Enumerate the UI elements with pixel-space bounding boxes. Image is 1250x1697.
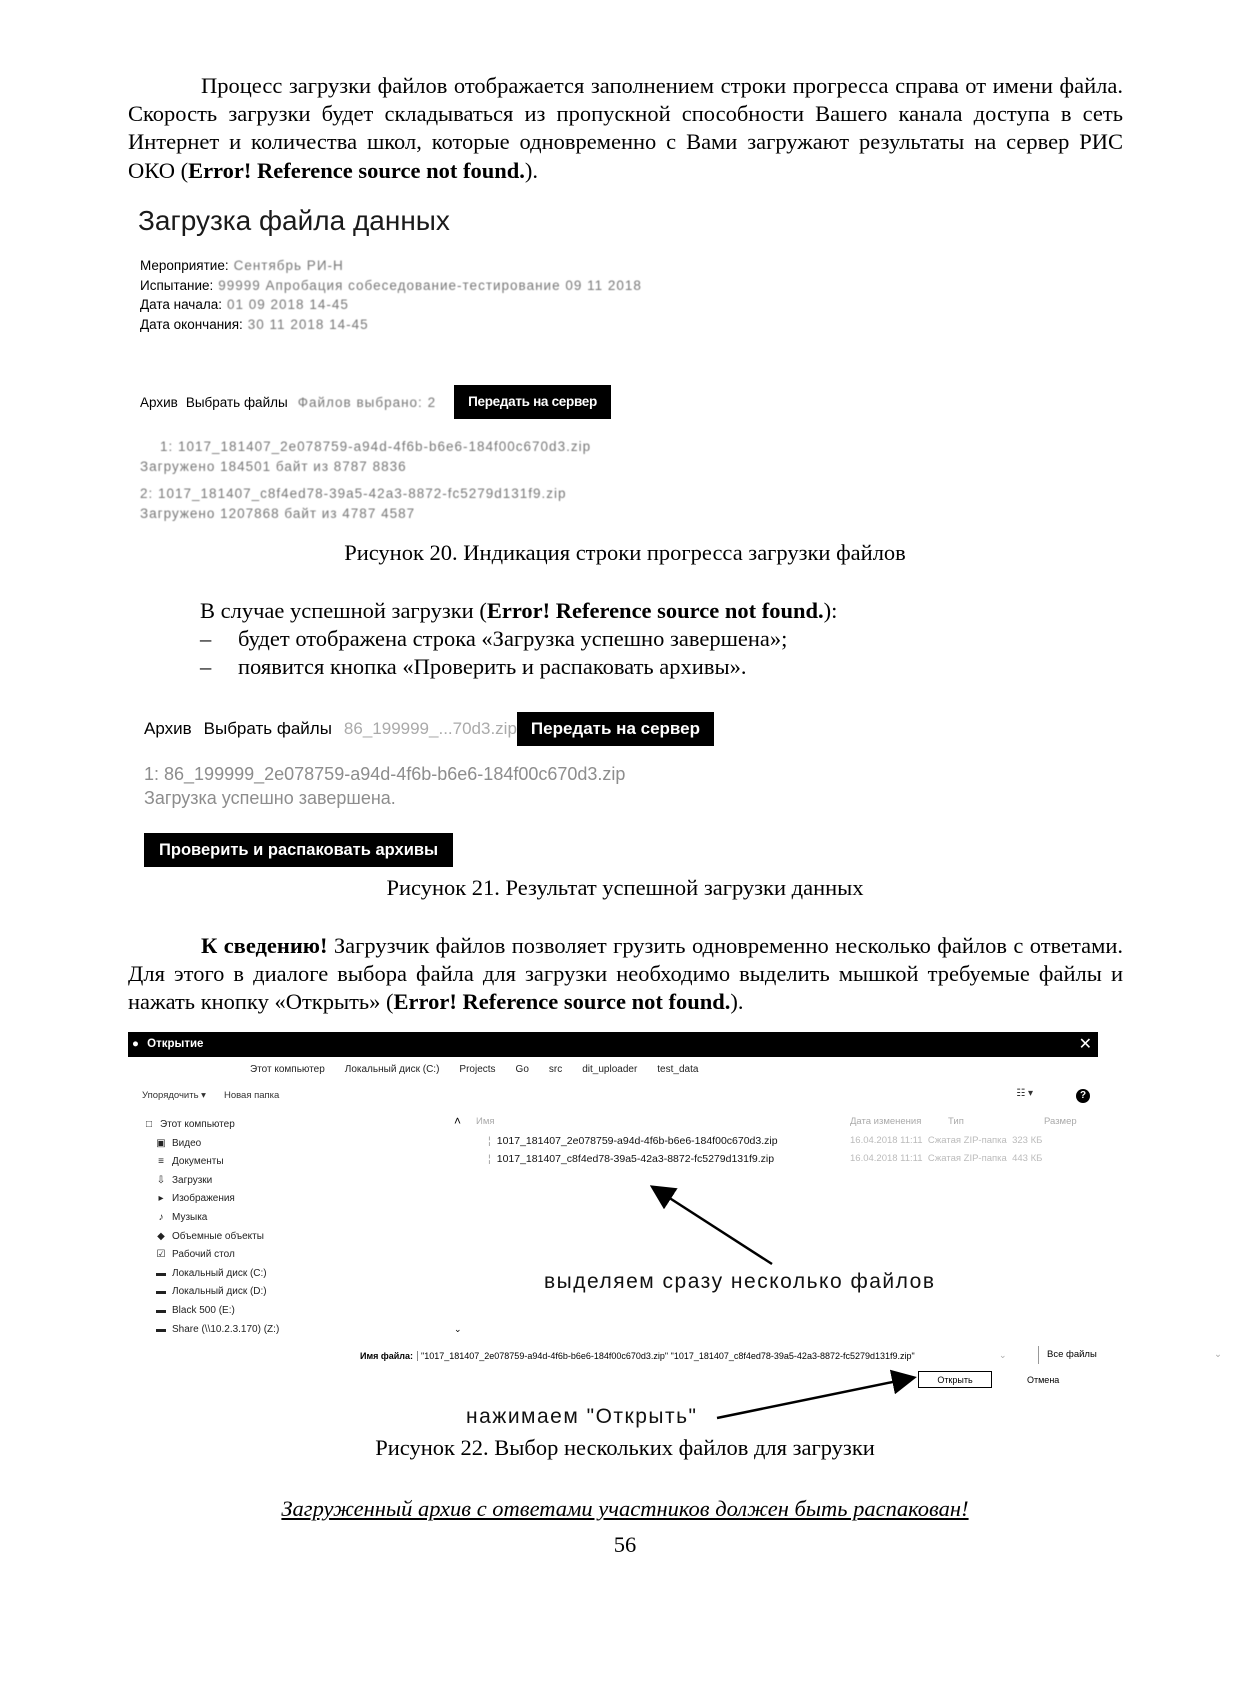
nav-item-this-pc[interactable]: □ Этот компьютер (142, 1116, 279, 1135)
check-unpack-button[interactable]: Проверить и распаковать архивы (144, 833, 453, 867)
send-to-server-button[interactable]: Передать на сервер (517, 712, 714, 746)
nav-item-desktop[interactable]: ☑ Рабочий стол (142, 1246, 279, 1265)
note-paragraph: К сведению! Загрузчик файлов позволяет грузить одновременно несколько файлов с ответами. Для этого в диалоге выбора файла для загрузки необходимо выделить мышкой требуемые файлы и нажать кнопку «Открыть» (Error! Reference source not found.). (128, 933, 1123, 1015)
breadcrumb-item[interactable]: Projects (459, 1064, 496, 1075)
drive-icon: ▬ (156, 1304, 166, 1316)
column-size[interactable]: Размер (1044, 1116, 1077, 1127)
network-drive-icon: ▬ (156, 1323, 166, 1335)
breadcrumb-item[interactable]: dit_uploader (582, 1064, 638, 1075)
progress-file-1: 1: 1017_181407_2e078759-a94d-4f6b-b6e6-184f00c670d3.zip (160, 439, 592, 454)
list-item: – появится кнопка «Проверить и распаковать архивы». (200, 654, 747, 680)
nav-item-3d-objects[interactable]: ◆ Объемные объекты (142, 1228, 279, 1247)
intro-paragraph: Процесс загрузки файлов отображается заполнением строки прогресса справа от имени файла. Скорость загрузки будет складываться из пропускной способности Вашего канала доступа в сеть Интернет и количества школ, которые одновременно с Вами загружают результаты на сервер РИС ОКО (Error! Reference source not found.). (128, 73, 1123, 183)
list-item: – будет отображена строка «Загрузка успешно завершена»; (200, 626, 788, 651)
progress-status-1: Загружено 184501 байт из 8787 8836 (140, 458, 407, 474)
figure-20-caption: Рисунок 20. Индикация строки прогресса загрузки файлов (344, 540, 906, 565)
nav-item-downloads[interactable]: ⇩ Загрузки (142, 1172, 279, 1191)
annotation-press-open: нажимаем "Открыть" (466, 1405, 698, 1428)
arrow-to-files (654, 1188, 772, 1264)
meta-end: Дата окончания: 30 11 2018 14-45 (140, 316, 369, 332)
desktop-icon: ☑ (156, 1249, 166, 1261)
video-icon: ▣ (156, 1137, 166, 1149)
breadcrumb-item[interactable]: test_data (657, 1064, 699, 1075)
cancel-button[interactable]: Отмена (1027, 1375, 1060, 1385)
music-icon: ♪ (158, 1211, 164, 1223)
breadcrumb-item[interactable]: Go (515, 1064, 529, 1075)
nav-item-drive-e[interactable]: ▬ Black 500 (E:) (142, 1302, 279, 1321)
filename-input[interactable]: "1017_181407_2e078759-a94d-4f6b-b6e6-184f00c670d3.zip" "1017_181407_c8f4ed78-39a5-42a3-8872-fc5279d131f9.zip" (417, 1351, 981, 1361)
computer-icon: □ (145, 1119, 153, 1130)
view-options-icon[interactable]: ☷ ▾ (1016, 1088, 1033, 1099)
annotation-select-files: выделяем сразу несколько файлов (544, 1270, 936, 1293)
column-name[interactable]: Имя (476, 1116, 495, 1127)
meta-event: Мероприятие: Сентябрь РИ-Н (140, 258, 344, 273)
chosen-files-text: Файлов выбрано: 2 (297, 394, 437, 410)
meta-test: Испытание: 99999 Апробация собеседование-тестирование 09 11 2018 (140, 277, 642, 293)
download-icon: ⇩ (156, 1174, 166, 1186)
breadcrumb-item[interactable]: Локальный диск (C:) (344, 1064, 440, 1075)
archive-label: Архив (144, 719, 192, 738)
reference-error: Error! Reference source not found. (188, 157, 525, 183)
document-icon: ≡ (158, 1156, 164, 1168)
nav-item-drive-z[interactable]: ▬ Share (\\10.2.3.170) (Z:) (142, 1321, 279, 1340)
send-to-server-button[interactable]: Передать на сервер (454, 385, 611, 419)
column-date[interactable]: Дата изменения (850, 1116, 922, 1127)
upload-status: Загрузка успешно завершена. (144, 788, 396, 808)
chevron-down-icon: ⌄ (1214, 1349, 1222, 1360)
drive-icon: ▬ (156, 1267, 166, 1279)
page-number: 56 (613, 1532, 637, 1557)
progress-file-2: 2: 1017_181407_c8f4ed78-39a5-42a3-8872-fc5279d131f9.zip (140, 486, 567, 501)
breadcrumb-item[interactable]: src (548, 1064, 563, 1075)
close-icon[interactable]: ✕ (1078, 1036, 1092, 1053)
nav-item-documents[interactable]: ≡ Документы (142, 1153, 279, 1172)
uploaded-file-line: 1: 86_199999_2e078759-a94d-4f6b-b6e6-184f00c670d3.zip (144, 764, 626, 784)
meta-start: Дата начала: 01 09 2018 14-45 (140, 297, 349, 312)
file-meta: 16.04.2018 11:11 Сжатая ZIP-папка 323 КБ 16.04.2018 11:11 Сжатая ZIP-папка 443 КБ (850, 1135, 1043, 1164)
archive-label: Архив (140, 394, 178, 410)
column-type[interactable]: Тип (948, 1116, 964, 1127)
arrow-to-open (717, 1378, 912, 1418)
nav-item-video[interactable]: ▣ Видео (142, 1135, 279, 1154)
success-paragraph: В случае успешной загрузки (Error! Reference source not found.): (200, 598, 838, 623)
nav-item-drive-d[interactable]: ▬ Локальный диск (D:) (142, 1283, 279, 1302)
new-folder-button[interactable]: Новая папка (223, 1090, 280, 1101)
drive-icon: ▬ (156, 1286, 166, 1298)
pictures-icon: ▸ (158, 1193, 164, 1205)
choose-files-button[interactable]: Выбрать файлы (185, 394, 288, 410)
file-row[interactable]: ¦ 1017_181407_c8f4ed78-39a5-42a3-8872-fc5279d131f9.zip (488, 1153, 775, 1165)
filetype-select[interactable]: Все файлы ⌄ (1038, 1346, 1222, 1364)
3d-objects-icon: ◆ (157, 1230, 165, 1242)
nav-item-pictures[interactable]: ▸ Изображения (142, 1190, 279, 1209)
zip-file-icon: ¦ (488, 1153, 491, 1165)
scroll-down-icon[interactable]: ⌄ (454, 1324, 462, 1334)
help-icon[interactable]: ? (1076, 1089, 1090, 1103)
dialog-title: Открытие (147, 1038, 204, 1050)
figure-22-caption: Рисунок 22. Выбор нескольких файлов для загрузки (375, 1435, 875, 1460)
filename-label: Имя файла: (360, 1350, 414, 1361)
file-row[interactable]: ¦ 1017_181407_2e078759-a94d-4f6b-b6e6-184f00c670d3.zip (488, 1135, 778, 1147)
chosen-file-text: 86_199999_...70d3.zip (343, 719, 517, 738)
open-button[interactable]: Открыть (918, 1371, 992, 1388)
upload-page-title: Загрузка файла данных (138, 205, 450, 236)
chevron-down-icon[interactable]: ⌄ (999, 1350, 1007, 1360)
figure-21-caption: Рисунок 21. Результат успешной загрузки данных (386, 875, 864, 900)
chrome-icon: ● (132, 1038, 139, 1050)
choose-files-button[interactable]: Выбрать файлы (203, 719, 332, 738)
breadcrumb-item[interactable]: Этот компьютер (250, 1064, 325, 1075)
unpack-warning: Загруженный архив с ответами участников должен быть распакован! (281, 1496, 969, 1521)
nav-item-music[interactable]: ♪ Музыка (142, 1209, 279, 1228)
zip-file-icon: ¦ (488, 1135, 491, 1147)
progress-status-2: Загружено 1207868 байт из 4787 4587 (140, 505, 416, 521)
organize-button[interactable]: Упорядочить ▾ (142, 1090, 206, 1101)
scroll-up-icon[interactable]: ˄ (454, 1114, 462, 1128)
nav-item-drive-c[interactable]: ▬ Локальный диск (C:) (142, 1265, 279, 1284)
